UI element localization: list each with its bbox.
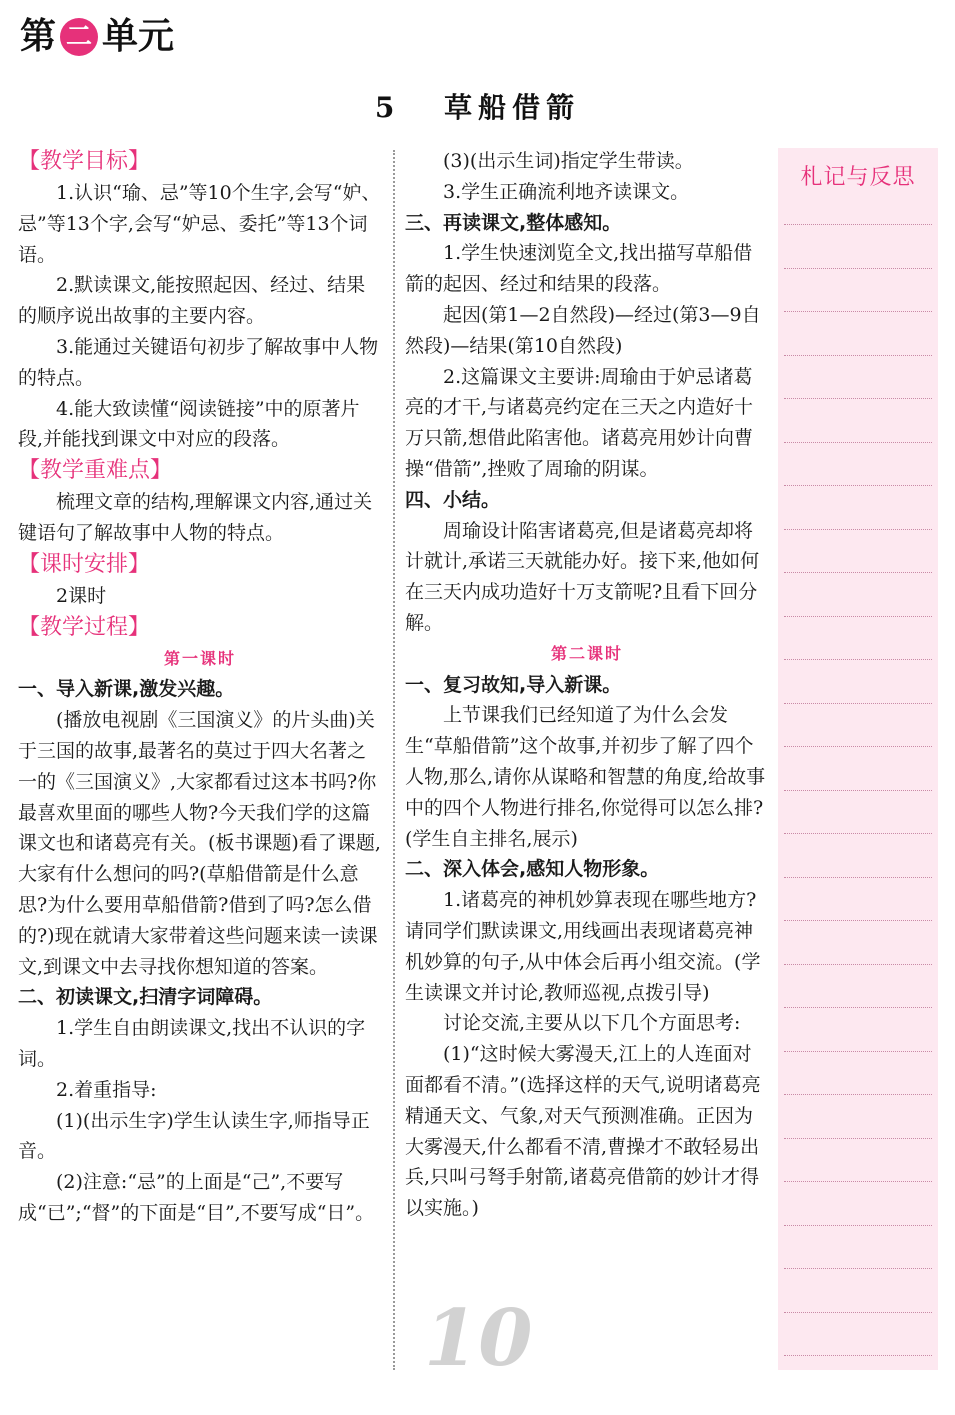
- notes-rule-line: [784, 1225, 932, 1226]
- notes-rule-line: [784, 964, 932, 965]
- step-text: 3.学生正确流利地齐读课文。: [443, 180, 690, 203]
- step-heading: 一、复习故知,导入新课。: [405, 673, 622, 696]
- notes-rule-line: [784, 1007, 932, 1008]
- notes-rule-line: [784, 703, 932, 704]
- notes-rule-line: [784, 224, 932, 225]
- hours-title: 【课时安排】: [18, 551, 151, 577]
- notes-rule-line: [784, 485, 932, 486]
- unit-header: [20, 18, 174, 56]
- step-heading: 一、导入新课,激发兴趣。: [18, 678, 235, 701]
- step-text: 2.这篇课文主要讲:周瑜由于妒忌诸葛亮的才干,与诸葛亮约定在三天之内造好十万只箭,想借此陷害他。诸葛亮用妙计向曹操“借箭”,挫败了周瑜的阴谋。: [405, 365, 754, 480]
- step-text: 1.学生自由朗读课文,找出不认识的字词。: [18, 1017, 366, 1070]
- notes-rule-line: [784, 1138, 932, 1139]
- step-text: 周瑜设计陷害诸葛亮,但是诸葛亮却将计就计,承诺三天就能办好。接下来,他如何在三天内成功造好十万支箭呢?且看下回分解。: [405, 519, 760, 634]
- notes-rule-line: [784, 616, 932, 617]
- notes-rule-line: [784, 1312, 932, 1313]
- lesson-one-label: 第一课时: [163, 648, 236, 668]
- notes-panel: [778, 148, 938, 1370]
- unit-prefix: 第: [20, 16, 57, 57]
- step-heading: 四、小结。: [405, 488, 501, 511]
- goals-title: 【教学目标】: [18, 149, 151, 174]
- page-number: 10: [424, 1293, 533, 1384]
- notes-rule-line: [784, 746, 932, 747]
- lesson-two-label: 第二课时: [550, 643, 623, 663]
- lesson-number: 5: [374, 91, 395, 124]
- step-heading: 二、深入体会,感知人物形象。: [405, 858, 660, 881]
- goal-item: 2.默读课文,能按照起因、经过、结果的顺序说出故事的主要内容。: [18, 274, 366, 328]
- step-text: 1.学生快速浏览全文,找出描写草船借箭的起因、经过和结果的段落。: [405, 242, 753, 296]
- hours-text: 2课时: [56, 584, 107, 607]
- notes-rule-line: [784, 1051, 932, 1052]
- step-text: (1)(出示生字)学生认读生字,师指导正音。: [18, 1109, 370, 1163]
- left-column: [18, 146, 382, 1229]
- goal-item: 3.能通过关键语句初步了解故事中人物的特点。: [18, 335, 379, 389]
- goal-item: 1.认识“瑜、忌”等10个生字,会写“妒、忌”等13个字,会写“妒忌、委托”等13个词语。: [18, 182, 381, 266]
- step-text: (3)(出示生词)指定学生带读。: [443, 150, 694, 172]
- notes-rule-line: [784, 529, 932, 530]
- notes-rule-line: [784, 442, 932, 443]
- step-text: 1.诸葛亮的神机妙算表现在哪些地方?请同学们默读课文,用线画出表现诸葛亮神机妙算的句子,从中体会后再小组交流。(学生读课文并讨论,教师巡视,点拨引导): [405, 889, 761, 1004]
- step-text: 上节课我们已经知道了为什么会发生“草船借箭”这个故事,并初步了解了四个人物,那么,请你从谋略和智慧的角度,给故事中的四个人物进行排名,你觉得可以怎么排?(学生自主排名,展示): [405, 704, 766, 850]
- key-points-text: 梳理文章的结构,理解课文内容,通过关键语句了解故事中人物的特点。: [18, 491, 373, 544]
- notes-rule-line: [784, 920, 932, 921]
- lesson-title: [0, 86, 955, 126]
- column-divider: [393, 150, 395, 1370]
- lesson-name: 草船借箭: [444, 91, 581, 124]
- step-heading: 二、初读课文,扫清字词障碍。: [18, 986, 273, 1009]
- notes-rule-line: [784, 877, 932, 878]
- process-title: 【教学过程】: [18, 614, 151, 640]
- unit-suffix: 单元: [102, 16, 175, 57]
- notes-rule-line: [784, 311, 932, 312]
- notes-rule-line: [784, 790, 932, 791]
- notes-rule-line: [784, 1181, 932, 1182]
- step-text: (1)“这时候大雾漫天,江上的人连面对面都看不清。”(选择这样的天气,说明诸葛亮精通天文、气象,对天气预测准确。正因为大雾漫天,什么都看不清,曹操才不敢轻易出兵,只叫弓弩手射箭,诸葛亮借箭的妙计才得以实施。): [405, 1043, 761, 1220]
- key-points-title: 【教学重难点】: [18, 458, 173, 484]
- step-text: (播放电视剧《三国演义》的片头曲)关于三国的故事,最著名的莫过于四大名著之一的《三国演义》,大家都看过这本书吗?你最喜欢里面的哪些人物?今天我们学的这篇课文也和诸葛亮有关。(板书课题)看了课题,大家有什么想问的吗?(草船借箭是什么意思?为什么要用草船借箭?借到了吗?怎么借的?)现在就请大家带着这些问题来读一读课文,到课文中去寻找你想知道的答案。: [18, 709, 381, 978]
- step-text: 2.着重指导:: [56, 1078, 157, 1101]
- step-text: (2)注意:“忌”的上面是“己”,不要写成“已”;“督”的下面是“目”,不要写成“日”。: [18, 1171, 375, 1224]
- notes-title: 札记与反思: [800, 165, 916, 190]
- notes-rule-line: [784, 355, 932, 356]
- notes-rule-line: [784, 1268, 932, 1269]
- middle-column: [405, 146, 769, 1224]
- goal-item: 4.能大致读懂“阅读链接”中的原著片段,并能找到课文中对应的段落。: [18, 397, 360, 451]
- step-heading: 三、再读课文,整体感知。: [405, 211, 622, 234]
- notes-rule-line: [784, 1094, 932, 1095]
- notes-rule-line: [784, 572, 932, 573]
- notes-rule-line: [784, 833, 932, 834]
- notes-rule-line: [784, 1355, 932, 1356]
- notes-rule-line: [784, 398, 932, 399]
- notes-rule-line: [784, 659, 932, 660]
- step-text: 讨论交流,主要从以下几个方面思考:: [443, 1012, 741, 1035]
- unit-number-badge: 二: [60, 18, 98, 56]
- notes-rule-line: [784, 268, 932, 269]
- step-text: 起因(第1—2自然段)—经过(第3—9自然段)—结果(第10自然段): [405, 303, 761, 357]
